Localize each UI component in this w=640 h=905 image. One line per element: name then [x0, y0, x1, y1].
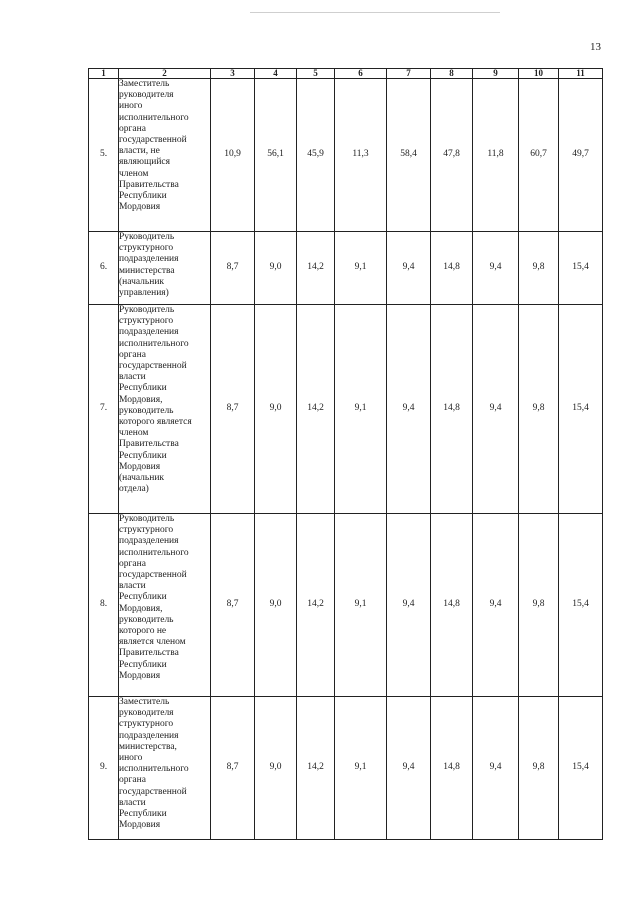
cell-value: 9,4	[387, 697, 431, 840]
data-table	[88, 68, 603, 840]
top-rule	[250, 12, 500, 13]
column-header: 6	[335, 69, 387, 79]
row-description: Руководитель структурного подразделения исполнительного органа государственной власти Республики Мордовия, руководитель которого не является членом Правительства Республики Мордовия	[119, 514, 211, 697]
cell-value: 14,2	[297, 697, 335, 840]
column-header: 7	[387, 69, 431, 79]
cell-value: 15,4	[559, 305, 603, 514]
cell-value: 9,8	[519, 305, 559, 514]
cell-value: 14,8	[431, 697, 473, 840]
row-description: Руководитель структурного подразделения министерства (начальник управления)	[119, 232, 211, 305]
cell-value: 14,8	[431, 305, 473, 514]
column-header: 10	[519, 69, 559, 79]
cell-value: 9,0	[255, 697, 297, 840]
cell-value: 8,7	[211, 305, 255, 514]
table-row	[89, 514, 603, 697]
cell-value: 45,9	[297, 79, 335, 232]
cell-value: 14,2	[297, 305, 335, 514]
cell-value: 9,1	[335, 305, 387, 514]
cell-value: 49,7	[559, 79, 603, 232]
cell-value: 14,8	[431, 232, 473, 305]
cell-value: 10,9	[211, 79, 255, 232]
row-description: Заместитель руководителя иного исполнительного органа государственной власти, не являющийся членом Правительства Республики Мордовия	[119, 79, 211, 232]
table-row	[89, 232, 603, 305]
cell-value: 56,1	[255, 79, 297, 232]
column-header: 9	[473, 69, 519, 79]
cell-value: 9,4	[387, 232, 431, 305]
cell-value: 9,0	[255, 305, 297, 514]
table-row	[89, 305, 603, 514]
column-header: 3	[211, 69, 255, 79]
header-row	[89, 69, 603, 79]
row-index: 6.	[89, 232, 119, 305]
cell-value: 9,8	[519, 232, 559, 305]
cell-value: 14,2	[297, 514, 335, 697]
column-header: 4	[255, 69, 297, 79]
row-index: 9.	[89, 697, 119, 840]
row-index: 5.	[89, 79, 119, 232]
row-index: 8.	[89, 514, 119, 697]
row-index: 7.	[89, 305, 119, 514]
table-row	[89, 79, 603, 232]
cell-value: 11,3	[335, 79, 387, 232]
cell-value: 11,8	[473, 79, 519, 232]
cell-value: 15,4	[559, 232, 603, 305]
column-header: 5	[297, 69, 335, 79]
column-header: 11	[559, 69, 603, 79]
cell-value: 9,4	[473, 697, 519, 840]
cell-value: 8,7	[211, 697, 255, 840]
cell-value: 9,4	[473, 514, 519, 697]
row-description: Руководитель структурного подразделения исполнительного органа государственной власти Республики Мордовия, руководитель которого является членом Правительства Республики Мордовия (начальник отдела)	[119, 305, 211, 514]
cell-value: 8,7	[211, 514, 255, 697]
column-header: 2	[119, 69, 211, 79]
cell-value: 15,4	[559, 514, 603, 697]
cell-value: 15,4	[559, 697, 603, 840]
cell-value: 58,4	[387, 79, 431, 232]
cell-value: 9,8	[519, 514, 559, 697]
cell-value: 9,8	[519, 697, 559, 840]
cell-value: 9,1	[335, 232, 387, 305]
cell-value: 14,8	[431, 514, 473, 697]
cell-value: 60,7	[519, 79, 559, 232]
cell-value: 8,7	[211, 232, 255, 305]
cell-value: 9,4	[387, 514, 431, 697]
cell-value: 47,8	[431, 79, 473, 232]
cell-value: 9,1	[335, 697, 387, 840]
column-header: 8	[431, 69, 473, 79]
page-number: 13	[590, 41, 601, 53]
row-description: Заместитель руководителя структурного подразделения министерства, иного исполнительного органа государственной власти Республики Мордовия	[119, 697, 211, 840]
cell-value: 9,0	[255, 514, 297, 697]
cell-value: 9,1	[335, 514, 387, 697]
cell-value: 9,0	[255, 232, 297, 305]
cell-value: 9,4	[473, 232, 519, 305]
column-header: 1	[89, 69, 119, 79]
cell-value: 9,4	[473, 305, 519, 514]
cell-value: 14,2	[297, 232, 335, 305]
cell-value: 9,4	[387, 305, 431, 514]
table-row	[89, 697, 603, 840]
